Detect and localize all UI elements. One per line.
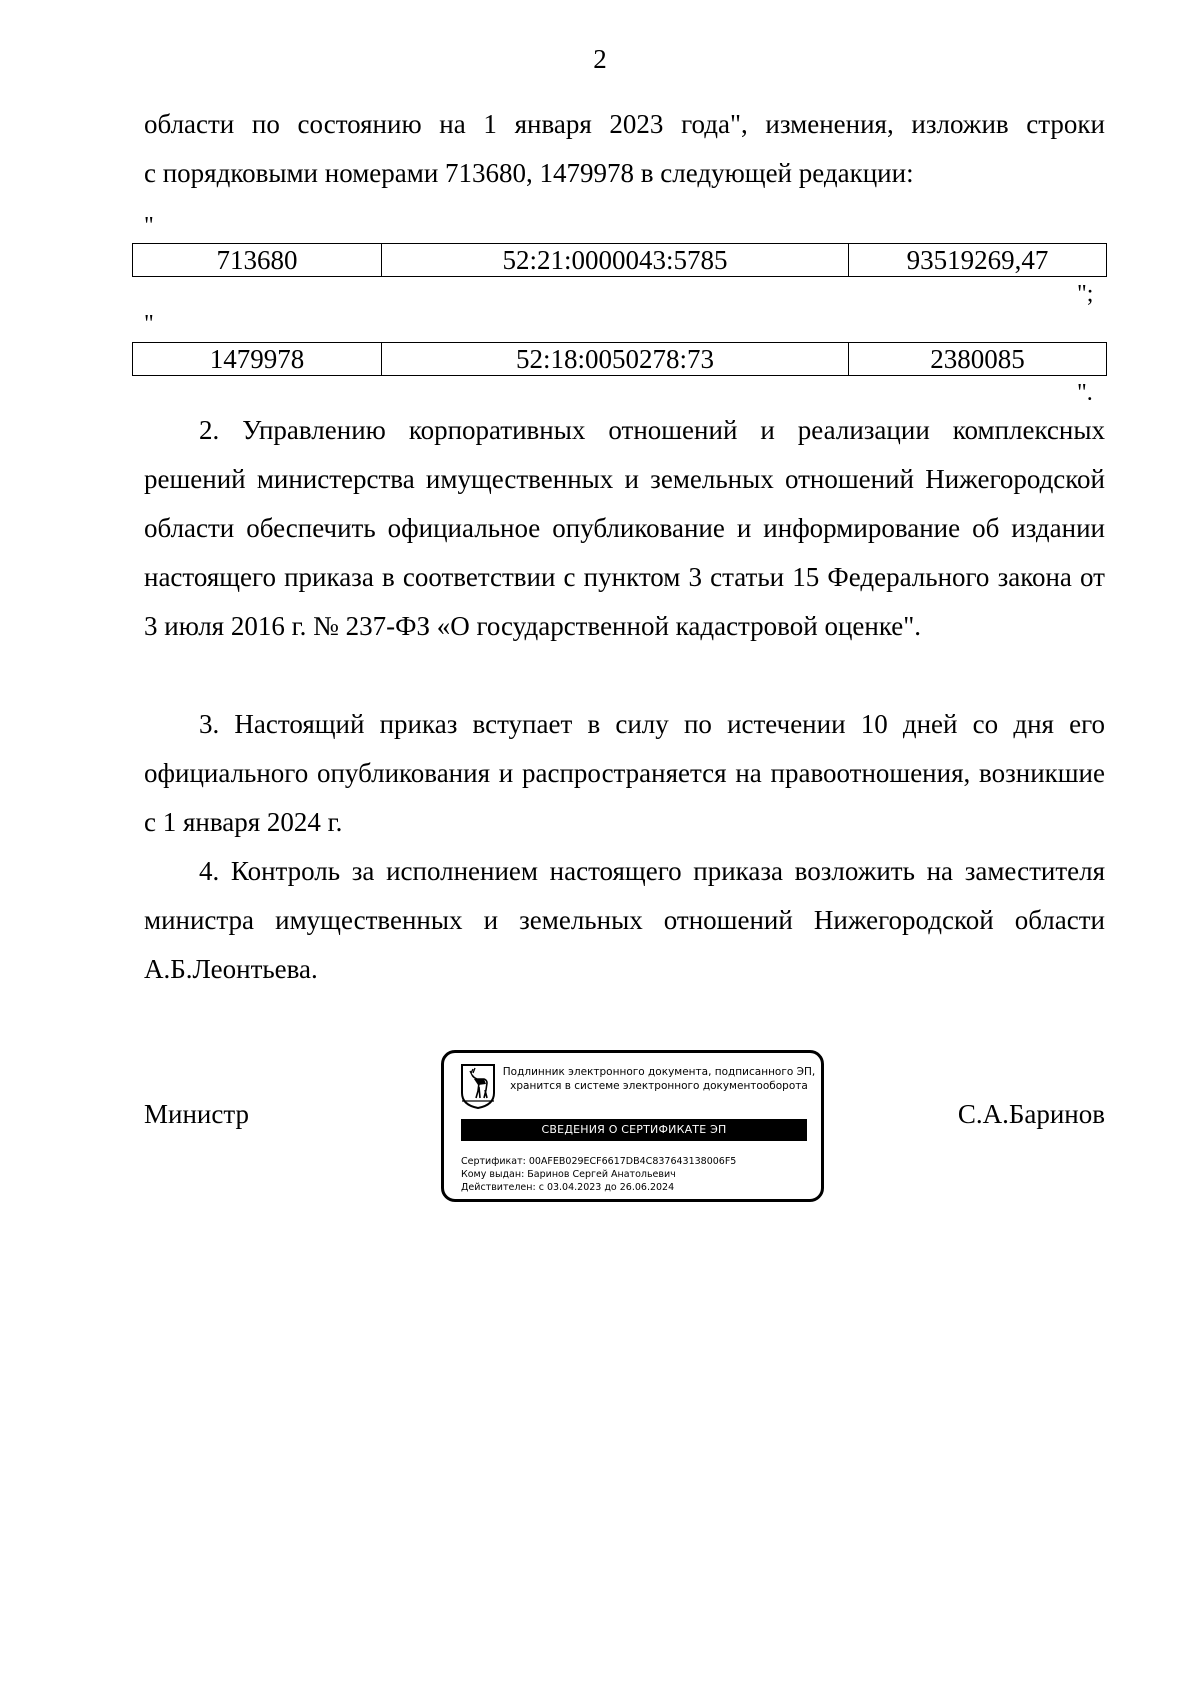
paragraph-2: 2. Управлению корпоративных отношений и реализации комплексных решений министерства имущественных и земельных отношений Нижегородской области обеспечить официальное опубликование и информирование об издании настоящего приказа в соответствии с пунктом 3 статьи 15 Федерального закона от 3 июля 2016 г. № 237-ФЗ «О государственной кадастровой оценке". bbox=[144, 415, 1105, 641]
table-row bbox=[133, 244, 1107, 277]
record-table-2 bbox=[132, 342, 1107, 376]
stamp-certificate: Сертификат: 00AFEB029ECF6617DB4C837643138006F5 bbox=[461, 1156, 737, 1167]
quote-close-period: ". bbox=[1077, 380, 1093, 406]
table-row bbox=[133, 343, 1107, 376]
table-cell-value: 93519269,47 bbox=[849, 244, 1107, 277]
table-cell-cadastral: 52:21:0000043:5785 bbox=[382, 244, 849, 277]
intro-line-2: с порядковыми номерами 713680, 1479978 в следующей редакции: bbox=[144, 158, 914, 188]
signature-position: Министр bbox=[144, 1099, 249, 1129]
paragraph-3: 3. Настоящий приказ вступает в силу по истечении 10 дней со дня его официального опубликования и распространяется на правоотношения, возникшие с 1 января 2024 г. bbox=[144, 709, 1105, 837]
quote-close-semicolon: "; bbox=[1077, 281, 1094, 307]
stamp-certificate-details bbox=[461, 1155, 736, 1194]
nizhny-novgorod-deer-emblem-icon bbox=[460, 1063, 496, 1109]
table-cell-cadastral: 52:18:0050278:73 bbox=[382, 343, 849, 376]
stamp-header-line-2: хранится в системе электронного документооборота bbox=[510, 1080, 808, 1092]
table-cell-number: 1479978 bbox=[133, 343, 382, 376]
stamp-issued-to: Кому выдан: Баринов Сергей Анатольевич bbox=[461, 1169, 676, 1180]
stamp-valid-period: Действителен: с 03.04.2023 до 26.06.2024 bbox=[461, 1182, 675, 1193]
signature-name: С.А.Баринов bbox=[957, 1099, 1105, 1129]
intro-line-1: области по состоянию на 1 января 2023 года", изменения, изложив строки bbox=[144, 109, 1105, 139]
electronic-signature-stamp bbox=[441, 1050, 824, 1202]
stamp-header-line-1: Подлинник электронного документа, подписанного ЭП, bbox=[502, 1066, 816, 1078]
paragraph-4: 4. Контроль за исполнением настоящего приказа возложить на заместителя министра имущественных и земельных отношений Нижегородской области А.Б.Леонтьева. bbox=[144, 856, 1105, 984]
record-table-1 bbox=[132, 243, 1107, 277]
page-number: 2 bbox=[593, 44, 607, 74]
table-cell-number: 713680 bbox=[133, 244, 382, 277]
stamp-header bbox=[500, 1065, 818, 1093]
stamp-title-bar: СВЕДЕНИЯ О СЕРТИФИКАТЕ ЭП bbox=[461, 1119, 807, 1141]
quote-open-1: " bbox=[144, 213, 154, 239]
table-cell-value: 2380085 bbox=[849, 343, 1107, 376]
quote-open-2: " bbox=[144, 311, 154, 337]
